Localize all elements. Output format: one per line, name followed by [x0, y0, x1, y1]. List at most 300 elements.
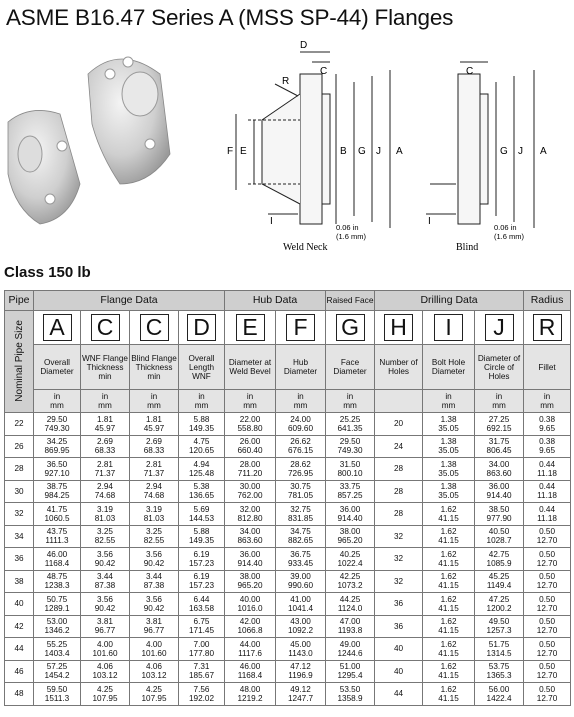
blind-label-i: I: [428, 216, 431, 227]
value-in: 41.75: [46, 504, 68, 514]
value-in: 28.00: [239, 459, 261, 469]
value-mm: 157.23: [188, 558, 215, 568]
nps-cell: 28: [5, 458, 34, 481]
value-mm: 192.02: [188, 693, 215, 703]
letter-cell: [276, 311, 326, 345]
value-in: 28.62: [290, 459, 311, 469]
value-cell: [475, 660, 524, 683]
value-cell: [81, 660, 130, 683]
value-cell: [34, 570, 81, 593]
nps-cell: 30: [5, 480, 34, 503]
value-mm: 11.18: [537, 491, 557, 501]
value-cell: [524, 458, 571, 481]
value-cell: [326, 660, 375, 683]
value-mm: 41.15: [438, 671, 459, 681]
value-cell: [326, 593, 375, 616]
value-cell: [524, 570, 571, 593]
dimension-letter: F: [286, 314, 315, 341]
value-in: 1.62: [440, 662, 457, 672]
value-cell: [179, 638, 225, 661]
value-cell: [276, 503, 326, 526]
label-c: C: [320, 66, 328, 77]
value-in: 5.88: [193, 414, 210, 424]
value-in: 0.44: [539, 459, 556, 469]
value-cell: [326, 683, 375, 706]
table-row: [5, 525, 571, 548]
value-cell: [276, 683, 326, 706]
value-in: 53.50: [339, 684, 361, 694]
value-mm: 149.35: [188, 423, 215, 433]
value-mm: 1085.9: [486, 558, 512, 568]
value-in: 6.19: [193, 549, 210, 559]
flange-3d-render: [8, 57, 170, 224]
value-in: 26.62: [290, 437, 311, 447]
value-cell: [423, 593, 475, 616]
value-cell: 36: [375, 615, 423, 638]
value-in: 1.38: [440, 437, 457, 447]
value-cell: [179, 435, 225, 458]
value-in: 2.69: [97, 437, 113, 447]
value-cell: [179, 413, 225, 436]
value-in: 3.81: [146, 617, 162, 627]
value-mm: 90.42: [94, 603, 116, 613]
value-in: 34.25: [46, 437, 68, 447]
unit-mm: mm: [98, 401, 112, 410]
value-cell: [326, 570, 375, 593]
value-cell: [81, 503, 130, 526]
value-in: 7.31: [193, 662, 210, 672]
unit-in: in: [445, 392, 452, 401]
value-cell: [34, 413, 81, 436]
value-in: 3.56: [146, 549, 162, 559]
value-mm: 781.05: [288, 491, 314, 501]
value-in: 2.81: [97, 459, 113, 469]
label-i: I: [270, 216, 273, 227]
unit-in: in: [198, 392, 205, 401]
value-cell: [81, 570, 130, 593]
value-cell: [130, 683, 179, 706]
value-mm: 68.33: [143, 446, 165, 456]
value-in: 2.69: [146, 437, 162, 447]
value-mm: 41.15: [438, 648, 459, 658]
blind-caption: Blind: [456, 242, 479, 253]
value-in: 47.00: [339, 617, 361, 627]
value-mm: 90.42: [143, 603, 165, 613]
nps-header: [5, 311, 34, 413]
value-mm: 863.60: [237, 536, 263, 546]
value-cell: [423, 458, 475, 481]
value-cell: [276, 593, 326, 616]
value-in: 4.06: [146, 662, 162, 672]
value-cell: [524, 503, 571, 526]
value-cell: [81, 548, 130, 571]
value-in: 29.50: [339, 437, 361, 447]
value-in: 4.94: [193, 459, 210, 469]
value-mm: 12.70: [536, 603, 558, 613]
value-cell: [423, 413, 475, 436]
column-description: Diameter at Weld Bevel: [225, 345, 276, 390]
column-description: Overall Length WNF: [179, 345, 225, 390]
value-mm: 144.53: [188, 513, 215, 523]
blind-label-g: G: [500, 146, 508, 157]
dimension-letter: G: [336, 314, 365, 341]
column-description: Bolt Hole Diameter: [423, 345, 475, 390]
value-in: 1.81: [146, 414, 162, 424]
dimension-letter-row: [5, 311, 571, 345]
value-mm: 990.60: [288, 581, 314, 591]
value-in: 46.00: [46, 549, 68, 559]
nps-cell: 46: [5, 660, 34, 683]
value-in: 3.19: [97, 504, 113, 514]
dimension-letter: C: [91, 314, 120, 341]
value-cell: [179, 660, 225, 683]
value-cell: [81, 615, 130, 638]
value-cell: 32: [375, 548, 423, 571]
value-in: 56.00: [488, 684, 510, 694]
value-cell: [423, 525, 475, 548]
value-mm: 9.65: [539, 423, 556, 433]
value-cell: 44: [375, 683, 423, 706]
value-in: 32.00: [239, 504, 261, 514]
value-mm: 762.00: [237, 491, 263, 501]
value-cell: [524, 413, 571, 436]
nps-cell: 26: [5, 435, 34, 458]
value-mm: 41.15: [438, 626, 459, 636]
value-cell: [326, 548, 375, 571]
value-in: 5.38: [193, 482, 210, 492]
value-in: 36.50: [46, 459, 68, 469]
column-description: Hub Diameter: [276, 345, 326, 390]
value-cell: [423, 615, 475, 638]
value-in: 49.12: [290, 684, 311, 694]
value-in: 38.00: [239, 572, 261, 582]
value-in: 3.44: [146, 572, 162, 582]
value-cell: [130, 548, 179, 571]
unit-cell: [130, 390, 179, 413]
value-cell: [130, 435, 179, 458]
value-cell: [225, 570, 276, 593]
value-cell: [475, 615, 524, 638]
value-mm: 41.15: [438, 536, 459, 546]
value-cell: [34, 593, 81, 616]
value-in: 0.50: [539, 639, 556, 649]
value-mm: 965.20: [337, 536, 363, 546]
unit-mm: mm: [343, 401, 357, 410]
value-in: 3.19: [146, 504, 162, 514]
value-mm: 96.77: [143, 626, 165, 636]
value-in: 51.75: [488, 639, 510, 649]
value-mm: 1247.7: [288, 693, 314, 703]
dimension-letter: A: [43, 314, 72, 341]
value-mm: 125.48: [188, 468, 215, 478]
value-in: 0.50: [539, 617, 556, 627]
value-cell: [475, 548, 524, 571]
value-in: 34.00: [488, 459, 510, 469]
value-cell: [34, 638, 81, 661]
label-f: F: [227, 146, 234, 157]
value-in: 0.50: [539, 527, 556, 537]
table-row: [5, 638, 571, 661]
column-description: Number of Holes: [375, 345, 423, 390]
table-row: [5, 503, 571, 526]
value-mm: 1257.3: [486, 626, 512, 636]
value-mm: 914.40: [486, 491, 512, 501]
value-cell: [130, 525, 179, 548]
unit-in: in: [150, 392, 158, 401]
value-mm: 914.40: [237, 558, 263, 568]
value-mm: 35.05: [438, 491, 459, 501]
hub-data-header: Hub Data: [225, 291, 326, 311]
value-cell: [326, 480, 375, 503]
value-cell: [276, 660, 326, 683]
value-mm: 692.15: [486, 423, 512, 433]
letter-cell: [524, 311, 571, 345]
value-in: 0.50: [539, 684, 556, 694]
value-mm: 12.70: [536, 693, 558, 703]
value-mm: 12.70: [536, 648, 558, 658]
value-cell: [179, 548, 225, 571]
value-cell: [475, 683, 524, 706]
value-mm: 11.18: [537, 468, 557, 478]
value-mm: 641.35: [337, 423, 363, 433]
value-cell: [276, 480, 326, 503]
value-cell: [524, 435, 571, 458]
radius-header: Radius: [524, 291, 571, 311]
unit-in: in: [495, 392, 503, 401]
unit-cell: [81, 390, 130, 413]
nps-cell: 48: [5, 683, 34, 706]
value-cell: [179, 458, 225, 481]
value-in: 49.00: [339, 639, 361, 649]
value-cell: [423, 435, 475, 458]
value-mm: 882.65: [288, 536, 314, 546]
value-in: 0.50: [539, 594, 556, 604]
unit-in: in: [543, 392, 551, 401]
value-mm: 103.12: [141, 671, 167, 681]
value-in: 1.62: [440, 504, 457, 514]
dimension-letter: J: [485, 314, 514, 341]
value-in: 26.00: [239, 437, 261, 447]
value-mm: 831.85: [288, 513, 314, 523]
value-cell: [475, 480, 524, 503]
value-mm: 927.10: [44, 468, 70, 478]
value-in: 1.38: [440, 459, 457, 469]
table-row: [5, 435, 571, 458]
value-cell: [81, 458, 130, 481]
column-description: WNF Flange Thickness min: [81, 345, 130, 390]
nps-header-text: Nominal Pipe Size: [13, 319, 25, 402]
value-cell: [34, 480, 81, 503]
flange-data-header: Flange Data: [34, 291, 225, 311]
value-in: 29.50: [46, 414, 68, 424]
value-in: 2.81: [146, 459, 162, 469]
value-in: 3.44: [97, 572, 113, 582]
value-cell: [326, 638, 375, 661]
table-row: [5, 615, 571, 638]
value-mm: 82.55: [94, 536, 116, 546]
value-cell: [326, 525, 375, 548]
value-cell: [179, 593, 225, 616]
value-mm: 965.20: [237, 581, 263, 591]
value-in: 36.00: [339, 504, 361, 514]
value-in: 40.00: [239, 594, 261, 604]
value-in: 47.12: [290, 662, 311, 672]
value-in: 43.75: [46, 527, 68, 537]
value-mm: 1111.3: [45, 536, 69, 546]
value-cell: [81, 525, 130, 548]
nps-cell: 40: [5, 593, 34, 616]
value-mm: 1403.4: [44, 648, 70, 658]
value-in: 1.62: [440, 617, 457, 627]
value-cell: [130, 615, 179, 638]
value-cell: [524, 593, 571, 616]
value-cell: [179, 525, 225, 548]
value-cell: [225, 525, 276, 548]
description-row: [5, 345, 571, 390]
value-in: 30.75: [290, 482, 311, 492]
value-cell: 32: [375, 525, 423, 548]
unit-mm: mm: [492, 401, 506, 410]
unit-cell: [179, 390, 225, 413]
value-mm: 1346.2: [44, 626, 70, 636]
value-cell: [524, 683, 571, 706]
value-mm: 149.35: [188, 536, 215, 546]
value-mm: 1358.9: [337, 693, 363, 703]
value-mm: 9.65: [539, 446, 556, 456]
letter-cell: [34, 311, 81, 345]
value-mm: 171.45: [188, 626, 215, 636]
value-mm: 1422.4: [486, 693, 512, 703]
value-mm: 157.23: [188, 581, 215, 591]
value-mm: 12.70: [536, 558, 558, 568]
value-cell: [475, 638, 524, 661]
value-in: 57.25: [46, 662, 68, 672]
value-mm: 914.40: [337, 513, 363, 523]
value-cell: [423, 548, 475, 571]
flange-illustration: [0, 34, 574, 262]
group-header-row: [5, 291, 571, 311]
value-mm: 68.33: [94, 446, 116, 456]
value-cell: [475, 593, 524, 616]
value-in: 34.00: [239, 527, 261, 537]
value-cell: [34, 683, 81, 706]
value-in: 42.00: [239, 617, 261, 627]
table-row: [5, 570, 571, 593]
label-g: G: [358, 146, 366, 157]
value-cell: [130, 503, 179, 526]
value-mm: 1454.2: [44, 671, 70, 681]
nps-cell: 22: [5, 413, 34, 436]
value-mm: 120.65: [188, 446, 215, 456]
value-in: 53.75: [488, 662, 510, 672]
letter-cell: [375, 311, 423, 345]
blind-label-a: A: [540, 146, 547, 157]
value-cell: [34, 435, 81, 458]
value-in: 3.56: [97, 594, 113, 604]
value-mm: 558.80: [237, 423, 263, 433]
value-mm: 1066.8: [237, 626, 263, 636]
table-row: [5, 548, 571, 571]
flange-dimension-table: [4, 290, 571, 706]
value-in: 3.81: [97, 617, 113, 627]
value-mm: 933.45: [288, 558, 314, 568]
nps-cell: 44: [5, 638, 34, 661]
value-cell: [225, 503, 276, 526]
value-cell: [423, 480, 475, 503]
value-cell: [34, 525, 81, 548]
value-mm: 1219.2: [237, 693, 263, 703]
value-mm: 857.25: [337, 491, 363, 501]
label-e: E: [240, 146, 247, 157]
value-cell: [326, 435, 375, 458]
letter-cell: [326, 311, 375, 345]
unit-cell: [423, 390, 475, 413]
value-cell: 20: [375, 413, 423, 436]
value-cell: [524, 638, 571, 661]
value-mm: 749.30: [337, 446, 363, 456]
value-in: 36.75: [290, 549, 311, 559]
value-cell: [34, 548, 81, 571]
value-in: 38.50: [488, 504, 510, 514]
table-row: [5, 413, 571, 436]
label-j: J: [376, 146, 381, 157]
value-in: 38.75: [46, 482, 68, 492]
value-in: 1.62: [440, 572, 457, 582]
column-description: Overall Diameter: [34, 345, 81, 390]
value-in: 1.62: [440, 527, 457, 537]
value-mm: 800.10: [337, 468, 363, 478]
value-mm: 41.15: [438, 603, 459, 613]
value-in: 2.94: [146, 482, 162, 492]
value-cell: [81, 683, 130, 706]
value-mm: 35.05: [438, 468, 459, 478]
value-in: 0.44: [539, 482, 556, 492]
value-cell: [225, 615, 276, 638]
value-mm: 107.95: [92, 693, 118, 703]
value-cell: 28: [375, 480, 423, 503]
value-in: 44.00: [239, 639, 261, 649]
value-mm: 1149.4: [486, 581, 512, 591]
value-mm: 35.05: [438, 423, 459, 433]
value-in: 3.56: [146, 594, 162, 604]
dimension-letter: R: [533, 314, 562, 341]
unit-mm: mm: [540, 401, 554, 410]
value-mm: 1143.0: [288, 648, 313, 658]
unit-mm: mm: [147, 401, 161, 410]
value-cell: [81, 413, 130, 436]
column-description: Face Diameter: [326, 345, 375, 390]
value-in: 42.25: [339, 572, 361, 582]
label-r: R: [282, 76, 290, 87]
value-cell: [225, 593, 276, 616]
value-in: 4.00: [97, 639, 113, 649]
value-cell: [475, 503, 524, 526]
value-cell: 32: [375, 570, 423, 593]
value-in: 48.75: [46, 572, 68, 582]
value-mm: 609.60: [288, 423, 314, 433]
value-cell: [524, 480, 571, 503]
weld-neck-drawing: [236, 52, 390, 228]
value-mm: 1022.4: [337, 558, 363, 568]
nps-cell: 32: [5, 503, 34, 526]
weld-neck-caption: Weld Neck: [283, 242, 328, 253]
letter-cell: [475, 311, 524, 345]
value-in: 22.00: [239, 414, 261, 424]
value-cell: [179, 503, 225, 526]
value-in: 6.19: [193, 572, 210, 582]
value-mm: 1028.7: [486, 536, 512, 546]
value-in: 5.69: [193, 504, 210, 514]
